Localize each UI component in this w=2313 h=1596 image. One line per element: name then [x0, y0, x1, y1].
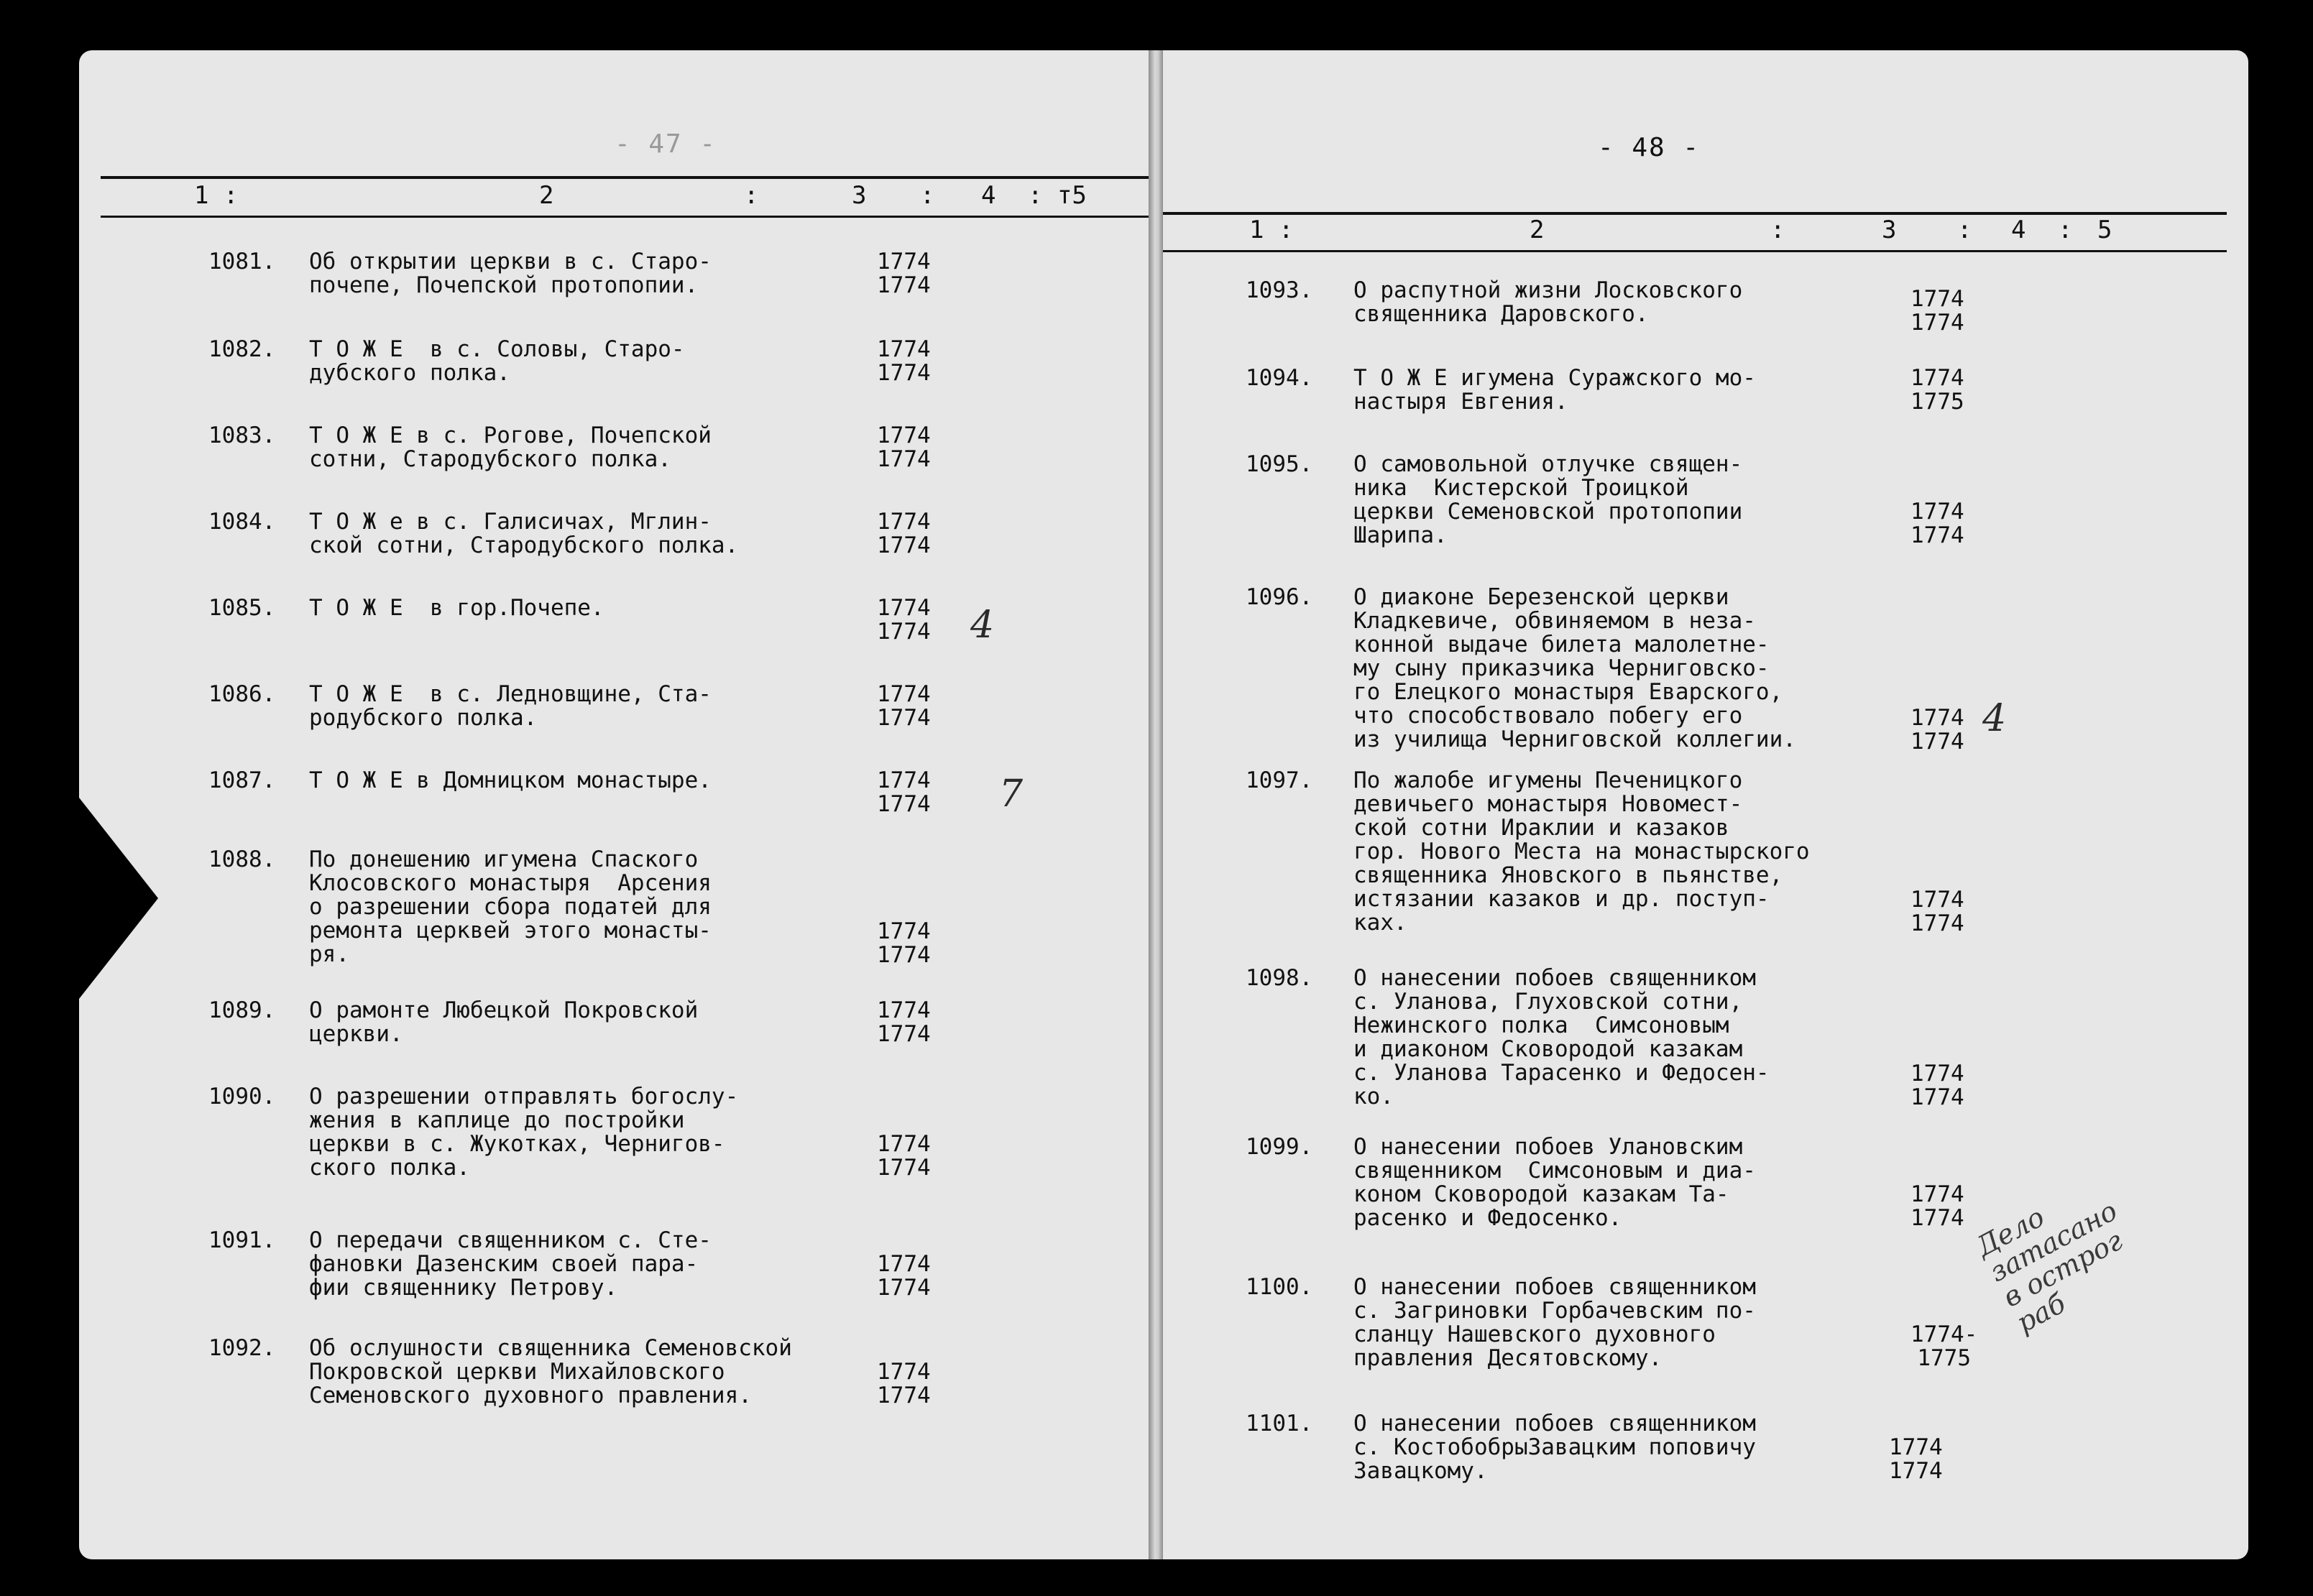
entry-years: 1774 1774: [1910, 705, 1964, 755]
entry-number: 1100.: [1246, 1274, 1313, 1300]
entry-text: Т О Ж Е в гор.Почепе.: [309, 595, 604, 621]
col-sep: :: [2058, 216, 2073, 244]
handwritten-margin-note: Дело затасано в острог раб: [1971, 1194, 2128, 1339]
col-header-4: 4: [981, 181, 996, 210]
entry-years: 1774 1774: [1910, 1181, 1964, 1231]
entry-text: О нанесении побоев священником с. Уланова, Глуховской сотни, Нежинского полка Симсоновым и диаконом Сковородой казакам с. Уланова Тарасенко и Федосен- ко.: [1353, 965, 1770, 1110]
entry-number: 1096.: [1246, 584, 1313, 610]
entry-text: По донешению игумена Спаского Клосовского монастыря Арсения о разрешении сбора податей для ремонта церквей этого монасты- ря.: [309, 847, 712, 967]
left-page-number: - 47 -: [615, 129, 717, 159]
entry-years: 1774 1774: [877, 1359, 931, 1408]
entry-text: Об открытии церкви в с. Старо- почепе, Почепской протопопии.: [309, 249, 712, 298]
entry-years: 1774 1774: [877, 509, 931, 558]
col-header-2: 2: [539, 181, 554, 210]
col-header-5: 5: [2097, 216, 2112, 244]
entry-text: О рамонте Любецкой Покровской церкви.: [309, 997, 699, 1047]
entry-years: 1774 1774: [1910, 286, 1964, 336]
entry-number: 1087.: [208, 767, 276, 793]
entry-years: 1774 1774: [1910, 887, 1964, 936]
entry-number: 1088.: [208, 847, 276, 872]
entry-text: Т О Ж Е в с. Соловы, Старо- дубского полка.: [309, 336, 685, 386]
entry-number: 1097.: [1246, 767, 1313, 793]
handwritten-mark: 4: [970, 604, 995, 647]
entry-years: 1774 1774: [877, 918, 931, 968]
col-header-4: 4: [2011, 216, 2026, 244]
entry-years: 1774 1774: [1910, 499, 1964, 548]
entry-number: 1084.: [208, 509, 276, 535]
entry-number: 1098.: [1246, 965, 1313, 991]
col-sep: :: [920, 181, 935, 210]
entry-text: Т О Ж Е в Домницком монастыре.: [309, 767, 712, 793]
entry-number: 1095.: [1246, 451, 1313, 477]
entry-text: О нанесении побоев Улановским священником Симсоновым и диа- коном Сковородой казакам Та- расенко и Федосенко.: [1353, 1134, 1756, 1231]
entry-years: 1774 1774: [877, 997, 931, 1047]
entry-number: 1081.: [208, 249, 276, 275]
entry-text: Т О Ж Е в с. Ледновщине, Ста- родубского полка.: [309, 681, 712, 731]
entry-text: О нанесении побоев священником с. КостобобрыЗавацким поповичу Завацкому.: [1353, 1411, 1756, 1484]
col-sep: :: [1957, 216, 1972, 244]
entry-years: 1774 1774: [877, 249, 931, 298]
entry-years: 1774 1774: [877, 336, 931, 386]
entry-years: 1774 1774: [877, 423, 931, 472]
entry-years: 1774 1774: [877, 1251, 931, 1301]
entry-number: 1091.: [208, 1227, 276, 1253]
entry-number: 1082.: [208, 336, 276, 362]
entry-text: О самовольной отлучке священ- ника Кистерской Троицкой церкви Семеновской протопопии Шарипа.: [1353, 451, 1743, 548]
entry-text: Т О Ж е в с. Галисичах, Мглин- ской сотни, Стародубского полка.: [309, 509, 739, 558]
entry-text: О разрешении отправлять богослу- жения в каплице до постройки церкви в с. Жукотках, Чернигов- ского полка.: [309, 1084, 739, 1181]
entry-years: 1774 1774: [1889, 1434, 1943, 1484]
right-page: [1163, 50, 2248, 1559]
entry-text: По жалобе игумены Печеницкого девичьего монастыря Новомест- ской сотни Ираклии и казаков гор. Нового Места на монастырского священника Яновского в пьянстве, истязании казаков и др. поступ- ках.: [1353, 767, 1810, 936]
col-header-1: 1 :: [1249, 216, 1294, 244]
entry-number: 1089.: [208, 997, 276, 1023]
header-rule-bottom: [1163, 250, 2227, 252]
right-page-number: - 48 -: [1598, 133, 1701, 162]
entry-years: 1774 1775: [1910, 365, 1964, 415]
handwritten-mark: 7: [999, 772, 1024, 816]
col-header-5: : т5: [1028, 181, 1087, 210]
entry-text: О передачи священником с. Сте- фановки Дазенским своей пара- фии священнику Петрову.: [309, 1227, 712, 1301]
entry-number: 1090.: [208, 1084, 276, 1110]
entry-text: О диаконе Березенской церкви Кладкевиче, обвиняемом в неза- конной выдаче билета малолетне- му сыну приказчика Черниговско- го Елецкого монастыря Еварского, что способствовало побегу его из училища Черниговской коллегии.: [1353, 584, 1796, 752]
entry-years: 1774 1774: [877, 767, 931, 817]
col-header-3: 3: [852, 181, 867, 210]
entry-number: 1083.: [208, 423, 276, 448]
header-rule-top: [101, 176, 1150, 179]
entry-number: 1086.: [208, 681, 276, 707]
entry-years: 1774 1774: [877, 681, 931, 731]
entry-number: 1085.: [208, 595, 276, 621]
entry-years: 1774 1774: [877, 1131, 931, 1181]
col-header-3: 3: [1882, 216, 1897, 244]
col-sep: :: [1770, 216, 1785, 244]
left-page: [79, 50, 1150, 1559]
header-rule-bottom: [101, 216, 1150, 218]
entry-text: О распутной жизни Лосковского священника Даровского.: [1353, 277, 1743, 327]
col-header-1: 1 :: [194, 181, 239, 210]
entry-years: 1774 1774: [877, 595, 931, 645]
handwritten-mark: 4: [1982, 697, 2007, 740]
book-spine: [1149, 50, 1164, 1559]
entry-text: О нанесении побоев священником с. Загриновки Горбачевским по- сланцу Нашевского духовного правления Десятовскому.: [1353, 1274, 1756, 1371]
col-sep: :: [744, 181, 759, 210]
entry-number: 1093.: [1246, 277, 1313, 303]
entry-number: 1101.: [1246, 1411, 1313, 1436]
entry-text: Т О Ж Е игумена Суражского мо- настыря Евгения.: [1353, 365, 1756, 415]
entry-number: 1092.: [208, 1335, 276, 1361]
entry-years: 1774 1774: [1910, 1061, 1964, 1110]
page-notch: [79, 798, 158, 999]
header-rule-top: [1163, 212, 2227, 215]
entry-number: 1099.: [1246, 1134, 1313, 1160]
entry-years: 1774- 1775: [1910, 1321, 1978, 1371]
col-header-2: 2: [1530, 216, 1545, 244]
entry-number: 1094.: [1246, 365, 1313, 391]
entry-text: Об ослушности священника Семеновской Покровской церкви Михайловского Семеновского духовного правления.: [309, 1335, 792, 1408]
entry-text: Т О Ж Е в с. Рогове, Почепской сотни, Стародубского полка.: [309, 423, 712, 472]
